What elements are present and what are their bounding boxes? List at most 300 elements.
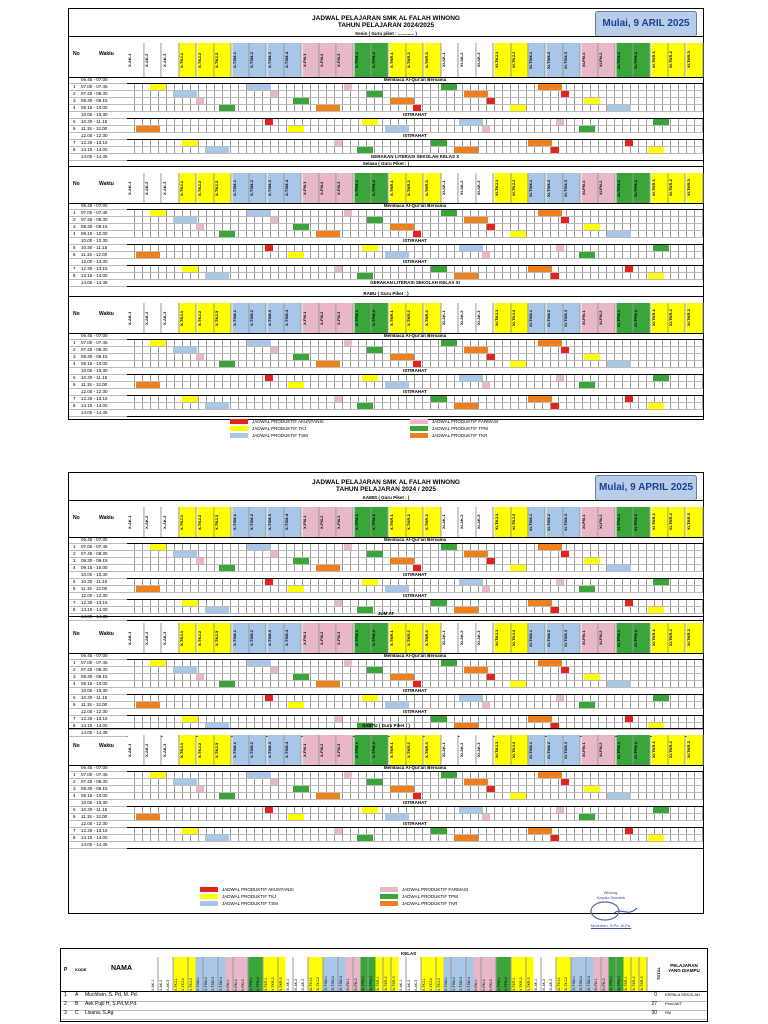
table-row: 08.30 - 09.15 3 xyxy=(69,786,703,793)
class-col-header: XI-TSM-3 xyxy=(563,623,580,653)
legend-swatch xyxy=(230,433,248,438)
lesson-cell xyxy=(182,396,198,402)
lesson-cell xyxy=(288,126,304,132)
class-col-header: X-FM-2 xyxy=(319,735,336,765)
lesson-cell xyxy=(367,347,383,353)
table-row: 12.30 - 13.15 7 xyxy=(69,266,703,273)
class-col-header: X-TKJ-2 xyxy=(197,303,214,333)
legend-swatch xyxy=(230,426,248,431)
class-col-header: XI-TKR-3 xyxy=(686,173,703,203)
lesson-cell xyxy=(136,586,160,592)
lesson-cell xyxy=(385,126,409,132)
table-row: 11.15 - 12.00 6 xyxy=(69,382,703,389)
lesson-cell xyxy=(173,667,197,673)
table-row: 12.00 - 12.30 ISTIRAHAT xyxy=(69,133,703,140)
class-col-header: X-TKR-2 xyxy=(406,735,423,765)
table-row: 07.00 - 07.45 1 xyxy=(69,544,703,551)
table-row: 11.15 - 12.00 6 xyxy=(69,586,703,593)
lesson-cell xyxy=(390,98,414,104)
class-col-header: X-AK-3 xyxy=(162,173,179,203)
class-col-header: X-TPM-1 xyxy=(354,303,371,333)
lesson-cell xyxy=(528,140,552,146)
lesson-cell xyxy=(459,119,483,125)
class-col-header: XI-FM-2 xyxy=(598,735,615,765)
table-row: 13.15 - 14.00 8 xyxy=(69,835,703,842)
class-col-header: XI-FM-2 xyxy=(598,303,615,333)
class-col-header: X-TKJ-2 xyxy=(181,957,189,991)
class-col-header: XI-AK-3 xyxy=(476,303,493,333)
class-col-header: X-TPM-1 xyxy=(354,43,371,77)
lesson-cell xyxy=(265,695,273,701)
lesson-cell xyxy=(173,91,197,97)
lesson-cell xyxy=(510,105,526,111)
class-col-header: XI-TPM-2 xyxy=(633,623,650,653)
lesson-cell xyxy=(431,600,447,606)
lesson-cell xyxy=(538,340,562,346)
lesson-cell xyxy=(390,558,414,564)
table-row: 14.00 - 14.35 GERAKAN LITERASI SEKOLAH KELAS XI xyxy=(69,280,703,287)
class-col-header: XI-TSM-2 xyxy=(546,173,563,203)
lesson-cell xyxy=(247,210,271,216)
class-col-header: X-TSM-2 xyxy=(249,735,266,765)
lesson-cell xyxy=(579,252,595,258)
legend-swatch xyxy=(410,426,428,431)
lesson-cell xyxy=(334,140,342,146)
class-col-header: X-FM-1 xyxy=(302,735,319,765)
class-col-header: XI-TKR-3 xyxy=(640,957,648,991)
class-col-header: XI-AK-2 xyxy=(294,957,302,991)
class-col-header: XI-AK-2 xyxy=(459,507,476,537)
lesson-cell xyxy=(653,245,669,251)
class-col-header: X-TKJ-1 xyxy=(179,623,196,653)
lesson-cell xyxy=(464,217,488,223)
table-row: 12.00 - 12.30 ISTIRAHAT xyxy=(69,259,703,266)
class-col-header: X-TPM-2 xyxy=(256,957,264,991)
lesson-cell xyxy=(528,716,552,722)
lesson-cell xyxy=(454,273,478,279)
class-col-header: X-AK-1 xyxy=(127,735,144,765)
class-col-header: X-FM-3 xyxy=(336,507,353,537)
class-col-header: X-TKR-3 xyxy=(424,173,441,203)
class-col-header: XI-TKJ-1 xyxy=(557,957,565,991)
class-columns xyxy=(127,623,703,653)
lesson-cell xyxy=(334,600,342,606)
class-col-header: XI-AK-2 xyxy=(459,173,476,203)
class-col-header: XI-AK-1 xyxy=(441,303,458,333)
class-col-header: XI-TSM-1 xyxy=(528,623,545,653)
class-col-header: XI-FM-1 xyxy=(581,173,598,203)
class-col-header: X-TSM-1 xyxy=(232,303,249,333)
lesson-cell xyxy=(459,579,483,585)
lesson-cell xyxy=(625,716,633,722)
lesson-cell xyxy=(270,91,278,97)
lesson-cell xyxy=(288,382,304,388)
lesson-cell xyxy=(551,273,559,279)
lesson-cell xyxy=(510,681,526,687)
class-col-header: X-FM-1 xyxy=(302,507,319,537)
lesson-cell xyxy=(648,147,664,153)
lesson-cell xyxy=(344,210,352,216)
class-col-header: X-TSM-1 xyxy=(196,957,204,991)
class-col-header: XI-TKR-1 xyxy=(376,957,384,991)
table-row: 08.30 - 09.15 3 xyxy=(69,558,703,565)
day-name: KAMIS ( Guru Piket : ) xyxy=(362,495,410,500)
table-row: 08.30 - 09.15 3 xyxy=(69,224,703,231)
lesson-cell xyxy=(464,551,488,557)
lesson-cell xyxy=(288,702,304,708)
lesson-cell xyxy=(413,793,421,799)
class-col-header: X-TSM-1 xyxy=(444,957,452,991)
table-row: 07.00 - 07.45 1 xyxy=(69,84,703,91)
lesson-cell xyxy=(556,579,564,585)
class-col-header: X-AK-2 xyxy=(144,303,161,333)
legend-sheet-2: JADWAL PRODUKTIF AKUNTANSI JADWAL PRODUKTIF TKJ JADWAL PRODUKTIF TSM xyxy=(200,886,294,907)
class-col-header: XI-TKR-1 xyxy=(651,303,668,333)
schedule-sheet-2: JADWAL PELAJARAN SMK AL FALAH WINONG TAHUN PELAJARAN 2024 / 2025 Mulai, 9 APRIL 2025 KAMIS ( Guru Piket : ) No Waktu X-AK-1 X-AK-2 X-AK-3 X-TKJ-1 X-TKJ-2 X-TKJ-3 X-TSM-1 X-TSM-2 X-TSM-3 X-TSM-4 X-FM-1 X-FM-2 X-FM-3 X-TPM-1 X-TPM-2 X-TKR-1 X-TKR-2 X-TKR-3 XI-AK-1 XI-AK-2 XI-AK-3 XI-TKJ-1 XI-TKJ-2 XI-TSM-1 XI-TSM-2 XI-TSM-3 XI-FM-1 XI-FM-2 XI-TPM-1 XI-TPM-2 XI-TKR-1 XI-TKR-2 XI-TKR-3 06.45 - 07.00 Membaca Al-Qur'an Bersama 07.00 - 07.45 1 07.45 - 08.30 2 08.30 - 09.15 3 09.15 - 10.00 4 10.00 - 10.30 ISTIRAHAT 10.30 - 11.15 5 11.15 - 12.00 6 12.00 - 12.30 ISTIRAHAT 12.30 - 13.15 7 13.15 - 14.00 8 14.00 - 14.35 JUM'AT No Waktu X-AK-1 X-AK-2 X-AK-3 X-TKJ-1 X-TKJ-2 X-TKJ-3 X-TSM-1 X-TSM-2 X-TSM-3 X-TSM-4 X-FM-1 X-FM-2 X-FM-3 X-TPM-1 X-TPM-2 X-TKR-1 X-TKR-2 X-TKR-3 XI-AK-1 XI-AK-2 XI-AK-3 XI-TKJ-1 XI-TKJ-2 XI-TSM-1 XI-TSM-2 XI-TSM-3 XI-FM-1 XI-FM-2 XI-TPM-1 XI-TPM-2 XI-TKR-1 XI-TKR-2 XI-TKR-3 06.45 - 07.00 Membaca Al-Qur'an Bersama 07.00 - 07.45 1 07.45 - 08.30 2 08.30 - 09.15 3 09.15 - 10.00 4 10.00 - 10.30 ISTIRAHAT 10.30 - 11.15 5 11.15 - 12.00 6 12.00 - 12.30 ISTIRAHAT 12.30 - 13.15 7 13.15 - 14.00 8 14.00 - 14.35 SABTU ( Guru Piket : ) No Waktu X-AK-1 X-AK-2 X-AK-3 X-TKJ-1 X-TKJ-2 X-TKJ-3 X-TSM-1 X-TSM-2 X-TSM-3 X-TSM-4 X-FM-1 X-FM-2 X-FM-3 X-TPM-1 X-TPM-2 X-TKR-1 X-TKR-2 X-TKR-3 XI-AK-1 XI-AK-2 XI-AK-3 XI-TKJ-1 XI-TKJ-2 XI-TSM-1 XI-TSM-2 XI-TSM-3 XI-FM-1 XI-FM-2 XI-TPM-1 XI-TPM-2 XI-TKR-1 XI-TKR-2 XI-TKR-3 06.45 - 07.00 Membaca Al-Qur'an Bersama 07.00 - 07.45 1 07.45 - 08.30 2 08.30 - 09.15 3 09.15 - 10.00 4 10.00 - 10.30 ISTIRAHAT 10.30 - 11.15 5 11.15 - 12.00 6 12.00 - 12.30 ISTIRAHAT 12.30 - 13.15 7 13.15 - 14.00 8 14.00 - 14.35 xyxy=(68,472,704,914)
class-col-header: XI-TSM-1 xyxy=(528,43,545,77)
lesson-cell xyxy=(648,835,664,841)
class-col-header: X-TPM-2 xyxy=(371,43,388,77)
lesson-cell xyxy=(625,266,633,272)
day-name: JUM'AT xyxy=(377,611,395,616)
class-col-header: XI-AK-1 xyxy=(441,173,458,203)
lesson-cell xyxy=(136,126,160,132)
class-col-header: X-TSM-1 xyxy=(232,735,249,765)
class-col-header: XI-AK-1 xyxy=(534,957,542,991)
lesson-cell xyxy=(528,828,552,834)
class-col-header: XI-TSM-2 xyxy=(546,507,563,537)
class-col-header: X-AK-1 xyxy=(151,957,159,991)
lesson-cell xyxy=(579,586,595,592)
lesson-cell xyxy=(150,210,166,216)
class-columns xyxy=(151,957,647,991)
class-col-header: XI-AK-2 xyxy=(542,957,550,991)
class-col-header: X-FM-1 xyxy=(302,303,319,333)
class-col-header: X-TKJ-1 xyxy=(179,507,196,537)
lesson-cell xyxy=(344,84,352,90)
class-col-header: X-TKR-2 xyxy=(406,507,423,537)
class-col-header: XI-TKR-2 xyxy=(668,173,685,203)
class-col-header: XI-TSM-1 xyxy=(528,173,545,203)
table-row: 10.00 - 10.30 ISTIRAHAT xyxy=(69,238,703,245)
lesson-cell xyxy=(293,558,309,564)
lesson-cell xyxy=(182,828,198,834)
lesson-cell xyxy=(607,105,631,111)
legend-swatch xyxy=(410,419,428,424)
lesson-cell xyxy=(182,716,198,722)
lesson-cell xyxy=(247,84,271,90)
day-name: Selasa ( Guru Piket : ) xyxy=(362,161,410,166)
class-col-header: X-FM-2 xyxy=(482,957,490,991)
lesson-cell xyxy=(344,544,352,550)
class-col-header: X-TSM-2 xyxy=(249,623,266,653)
lesson-cell xyxy=(579,814,595,820)
table-row: 10.30 - 11.15 5 xyxy=(69,245,703,252)
class-col-header: X-TSM-1 xyxy=(232,173,249,203)
class-col-header: X-AK-1 xyxy=(127,173,144,203)
class-col-header: X-FM-2 xyxy=(319,507,336,537)
lesson-cell xyxy=(316,681,340,687)
lesson-cell xyxy=(196,98,204,104)
lesson-cell xyxy=(431,716,447,722)
sheet-subtitle: TAHUN PELAJARAN 2024/2025 xyxy=(337,22,435,29)
class-col-header: XI-TKJ-2 xyxy=(511,173,528,203)
class-col-header: X-TSM-3 xyxy=(267,173,284,203)
lesson-cell xyxy=(362,375,378,381)
class-col-header: X-TKJ-1 xyxy=(179,173,196,203)
table-row: 11.15 - 12.00 6 xyxy=(69,814,703,821)
lesson-cell xyxy=(367,217,383,223)
class-col-header: X-TKJ-3 xyxy=(189,957,197,991)
lesson-cell xyxy=(556,119,564,125)
class-col-header: XI-TPM-1 xyxy=(616,735,633,765)
lesson-cell xyxy=(579,382,595,388)
lesson-cell xyxy=(196,354,204,360)
class-col-header: X-TKJ-2 xyxy=(197,735,214,765)
class-col-header: X-AK-1 xyxy=(399,957,407,991)
class-col-header: X-TSM-4 xyxy=(284,43,301,77)
class-col-header: XI-TPM-2 xyxy=(633,173,650,203)
legend-swatch xyxy=(410,433,428,438)
table-row: 07.45 - 08.30 2 xyxy=(69,779,703,786)
class-col-header: X-AK-2 xyxy=(144,735,161,765)
class-col-header: X-AK-3 xyxy=(166,957,174,991)
class-col-header: X-TSM-4 xyxy=(284,173,301,203)
class-col-header: X-AK-2 xyxy=(144,173,161,203)
table-row: 07.00 - 07.45 1 xyxy=(69,340,703,347)
class-col-header: X-TKJ-2 xyxy=(429,957,437,991)
class-col-header: XI-TKR-3 xyxy=(686,303,703,333)
class-col-header: XI-TKJ-2 xyxy=(511,43,528,77)
class-col-header: XI-AK-3 xyxy=(476,735,493,765)
lesson-cell xyxy=(173,347,197,353)
lesson-cell xyxy=(344,772,352,778)
table-row: 07.45 - 08.30 2 xyxy=(69,217,703,224)
lesson-cell xyxy=(584,786,600,792)
lesson-cell xyxy=(270,667,278,673)
class-col-header: X-AK-1 xyxy=(127,507,144,537)
class-col-header: X-TSM-4 xyxy=(284,623,301,653)
lesson-cell xyxy=(219,681,235,687)
lesson-cell xyxy=(556,695,564,701)
class-col-header: X-TPM-2 xyxy=(371,303,388,333)
class-col-header: XI-TKJ-2 xyxy=(511,303,528,333)
class-col-header: XI-FM-2 xyxy=(602,957,610,991)
class-col-header: XI-TPM-2 xyxy=(633,507,650,537)
lesson-cell xyxy=(653,119,669,125)
lesson-cell xyxy=(293,674,309,680)
class-col-header: X-TKR-1 xyxy=(512,957,520,991)
lesson-cell xyxy=(247,340,271,346)
lesson-cell xyxy=(464,779,488,785)
table-row: 11.15 - 12.00 6 xyxy=(69,702,703,709)
lesson-cell xyxy=(584,98,600,104)
lesson-cell xyxy=(205,835,229,841)
lesson-cell xyxy=(362,807,378,813)
table-row: 07.00 - 07.45 1 xyxy=(69,210,703,217)
table-row: 07.00 - 07.45 1 xyxy=(69,660,703,667)
class-col-header: XI-AK-1 xyxy=(441,507,458,537)
lesson-cell xyxy=(265,119,273,125)
class-col-header: XI-TKJ-1 xyxy=(494,43,511,77)
lesson-cell xyxy=(487,224,495,230)
schedule-sheet-1: JADWAL PELAJARAN SMK AL FALAH WINONG TAHUN PELAJARAN 2024/2025 Mulai, 9 ARIL 2025 Senin ( Guru piket : ............. ) No Waktu X-AK-1 X-AK-2 X-AK-3 X-TKJ-1 X-TKJ-2 X-TKJ-3 X-TSM-1 X-TSM-2 X-TSM-3 X-TSM-4 X-FM-1 X-FM-2 X-FM-3 X-TPM-1 X-TPM-2 X-TKR-1 X-TKR-2 X-TKR-3 XI-AK-1 XI-AK-2 XI-AK-3 XI-TKJ-1 XI-TKJ-2 XI-TSM-1 XI-TSM-2 XI-TSM-3 XI-FM-1 XI-FM-2 XI-TPM-1 XI-TPM-2 XI-TKR-1 XI-TKR-2 XI-TKR-3 06.45 - 07.00 Membaca Al-Qur'an Bersama 07.00 - 07.45 1 07.45 - 08.30 2 08.30 - 09.15 3 09.15 - 10.00 4 10.00 - 10.30 ISTIRAHAT 10.30 - 11.15 5 11.15 - 12.00 6 12.00 - 12.30 ISTIRAHAT 12.30 - 13.15 7 13.15 - 14.00 8 14.00 - 14.35 GERAKAN LITERASI SEKOLAH KELAS X Selasa ( Guru Piket : ) No Waktu X-AK-1 X-AK-2 X-AK-3 X-TKJ-1 X-TKJ-2 X-TKJ-3 X-TSM-1 X-TSM-2 X-TSM-3 X-TSM-4 X-FM-1 X-FM-2 X-FM-3 X-TPM-1 X-TPM-2 X-TKR-1 X-TKR-2 X-TKR-3 XI-AK-1 XI-AK-2 XI-AK-3 XI-TKJ-1 XI-TKJ-2 XI-TSM-1 XI-TSM-2 XI-TSM-3 XI-FM-1 XI-FM-2 XI-TPM-1 XI-TPM-2 XI-TKR-1 XI-TKR-2 XI-TKR-3 06.45 - 07.00 Membaca Al-Qur'an Bersama 07.00 - 07.45 1 07.45 - 08.30 2 08.30 - 09.15 3 09.15 - 10.00 4 10.00 - 10.30 ISTIRAHAT 10.30 - 11.15 5 11.15 - 12.00 6 12.00 - 12.30 ISTIRAHAT 12.30 - 13.15 7 13.15 - 14.00 8 14.00 - 14.35 GERAKAN LITERASI SEKOLAH KELAS XI RABU ( Guru Piket : ) No Waktu X-AK-1 X-AK-2 X-AK-3 X-TKJ-1 X-TKJ-2 X-TKJ-3 X-TSM-1 X-TSM-2 X-TSM-3 X-TSM-4 X-FM-1 X-FM-2 X-FM-3 X-TPM-1 X-TPM-2 X-TKR-1 X-TKR-2 X-TKR-3 XI-AK-1 XI-AK-2 XI-AK-3 XI-TKJ-1 XI-TKJ-2 XI-TSM-1 XI-TSM-2 XI-TSM-3 XI-FM-1 XI-FM-2 XI-TPM-1 XI-TPM-2 XI-TKR-1 XI-TKR-2 XI-TKR-3 06.45 - 07.00 Membaca Al-Qur'an Bersama 07.00 - 07.45 1 07.45 - 08.30 2 08.30 - 09.15 3 09.15 - 10.00 4 10.00 - 10.30 ISTIRAHAT 10.30 - 11.15 5 11.15 - 12.00 6 12.00 - 12.30 ISTIRAHAT 12.30 - 13.15 7 13.15 - 14.00 8 14.00 - 14.35 xyxy=(68,8,704,420)
class-col-header: X-TKJ-1 xyxy=(179,735,196,765)
class-col-header: XI-AK-1 xyxy=(286,957,294,991)
lesson-cell xyxy=(367,91,383,97)
class-col-header: X-TKR-1 xyxy=(389,623,406,653)
class-col-header: X-TSM-3 xyxy=(267,507,284,537)
lesson-cell xyxy=(390,224,414,230)
class-col-header: XI-TKR-1 xyxy=(651,43,668,77)
class-col-header: XI-TPM-2 xyxy=(633,43,650,77)
lesson-cell xyxy=(551,403,559,409)
lesson-cell xyxy=(362,119,378,125)
class-col-header: X-FM-3 xyxy=(241,957,249,991)
lesson-cell xyxy=(441,340,457,346)
class-col-header: XI-TSM-3 xyxy=(587,957,595,991)
table-row: 08.30 - 09.15 3 xyxy=(69,98,703,105)
class-col-header: X-TPM-1 xyxy=(354,507,371,537)
class-col-header: X-TKJ-1 xyxy=(174,957,182,991)
lesson-cell xyxy=(413,681,421,687)
class-col-header: XI-TKR-1 xyxy=(651,623,668,653)
table-row: 13.15 - 14.00 8 xyxy=(69,147,703,154)
class-col-header: X-FM-1 xyxy=(302,43,319,77)
class-col-header: X-FM-3 xyxy=(336,735,353,765)
lesson-cell xyxy=(334,266,342,272)
class-col-header: XI-AK-3 xyxy=(476,173,493,203)
lesson-cell xyxy=(459,807,483,813)
class-col-header: X-TSM-2 xyxy=(204,957,212,991)
lesson-cell xyxy=(219,105,235,111)
class-col-header: X-TSM-3 xyxy=(267,303,284,333)
class-col-header: XI-AK-2 xyxy=(459,735,476,765)
class-col-header: XI-TSM-2 xyxy=(546,623,563,653)
class-col-header: XI-TPM-2 xyxy=(633,303,650,333)
class-col-header: XI-AK-1 xyxy=(441,735,458,765)
class-col-header: XI-TPM-2 xyxy=(617,957,625,991)
class-col-header: X-TKR-3 xyxy=(424,43,441,77)
class-col-header: X-TSM-3 xyxy=(211,957,219,991)
class-col-header: X-FM-1 xyxy=(226,957,234,991)
lesson-cell xyxy=(607,231,631,237)
lesson-cell xyxy=(431,828,447,834)
lesson-cell xyxy=(270,347,278,353)
lesson-cell xyxy=(510,565,526,571)
lesson-cell xyxy=(528,266,552,272)
lesson-cell xyxy=(205,273,229,279)
lesson-cell xyxy=(482,252,490,258)
table-row: 08.30 - 09.15 3 xyxy=(69,674,703,681)
class-col-header: XI-TKJ-2 xyxy=(316,957,324,991)
class-col-header: X-TPM-1 xyxy=(354,735,371,765)
table-row: 14.00 - 14.35 xyxy=(69,730,703,737)
lesson-cell xyxy=(441,210,457,216)
day-name: Senin ( Guru piket : ............. ) xyxy=(355,31,417,36)
lesson-cell xyxy=(362,579,378,585)
table-row: 08.30 - 09.15 3 xyxy=(69,354,703,361)
lesson-cell xyxy=(625,828,633,834)
lesson-cell xyxy=(561,551,569,557)
lesson-cell xyxy=(293,786,309,792)
class-col-header: X-TKR-3 xyxy=(424,735,441,765)
class-col-header: X-TKJ-3 xyxy=(214,173,231,203)
class-col-header: XI-TPM-1 xyxy=(361,957,369,991)
class-col-header: X-AK-2 xyxy=(144,623,161,653)
lesson-cell xyxy=(487,558,495,564)
class-col-header: XI-TKR-2 xyxy=(668,623,685,653)
legend-sheet-1: JADWAL PRODUKTIF AKUNTANSI JADWAL PRODUKTIF TKJ JADWAL PRODUKTIF TSM xyxy=(230,418,324,439)
stamp-seal-icon xyxy=(583,900,639,922)
class-col-header: X-TKJ-2 xyxy=(197,507,214,537)
class-col-header: X-AK-2 xyxy=(407,957,415,991)
class-col-header: XI-TKR-3 xyxy=(686,507,703,537)
class-col-header: X-FM-3 xyxy=(336,623,353,653)
class-col-header: X-TKR-2 xyxy=(519,957,527,991)
lesson-cell xyxy=(482,702,490,708)
lesson-cell xyxy=(247,772,271,778)
table-row: 06.45 - 07.00 Membaca Al-Qur'an Bersama xyxy=(69,77,703,84)
lesson-cell xyxy=(561,91,569,97)
lesson-cell xyxy=(556,245,564,251)
lesson-cell xyxy=(528,396,552,402)
class-col-header: XI-TSM-3 xyxy=(339,957,347,991)
lesson-cell xyxy=(487,674,495,680)
lesson-cell xyxy=(454,147,478,153)
class-col-header: X-TKR-2 xyxy=(406,623,423,653)
lesson-cell xyxy=(454,403,478,409)
lesson-cell xyxy=(625,140,633,146)
start-date-badge: Mulai, 9 ARIL 2025 xyxy=(595,11,697,37)
day-name: SABTU ( Guru Piket : ) xyxy=(362,723,410,728)
lesson-cell xyxy=(247,544,271,550)
class-col-header: XI-TKR-1 xyxy=(624,957,632,991)
class-col-header: X-FM-1 xyxy=(302,173,319,203)
lesson-cell xyxy=(487,354,495,360)
lesson-cell xyxy=(219,231,235,237)
lesson-cell xyxy=(367,667,383,673)
class-col-header: XI-TKR-2 xyxy=(668,303,685,333)
class-col-header: X-TSM-2 xyxy=(249,507,266,537)
table-row: 10.00 - 10.30 ISTIRAHAT xyxy=(69,572,703,579)
class-col-header: X-TKR-3 xyxy=(424,507,441,537)
lesson-cell xyxy=(390,786,414,792)
class-col-header: XI-TSM-2 xyxy=(546,735,563,765)
legend-swatch xyxy=(230,419,248,424)
class-col-header: X-TPM-2 xyxy=(371,735,388,765)
lesson-cell xyxy=(196,786,204,792)
class-col-header: XI-TKJ-1 xyxy=(494,735,511,765)
class-col-header: X-TKJ-3 xyxy=(214,507,231,537)
class-col-header: XI-TPM-1 xyxy=(609,957,617,991)
lesson-cell xyxy=(648,403,664,409)
lesson-cell xyxy=(270,551,278,557)
class-col-header: X-TSM-4 xyxy=(467,957,475,991)
class-col-header: XI-AK-2 xyxy=(459,43,476,77)
lesson-cell xyxy=(556,807,564,813)
lesson-cell xyxy=(459,375,483,381)
table-row: 12.00 - 12.30 ISTIRAHAT xyxy=(69,709,703,716)
class-col-header: X-TKJ-3 xyxy=(214,623,231,653)
class-col-header: X-TKJ-1 xyxy=(179,43,196,77)
lesson-cell xyxy=(561,667,569,673)
class-col-header: X-TSM-4 xyxy=(284,735,301,765)
class-col-header: X-TKR-2 xyxy=(406,43,423,77)
lesson-cell xyxy=(482,586,490,592)
lesson-cell xyxy=(265,807,273,813)
class-col-header: X-TKJ-1 xyxy=(422,957,430,991)
